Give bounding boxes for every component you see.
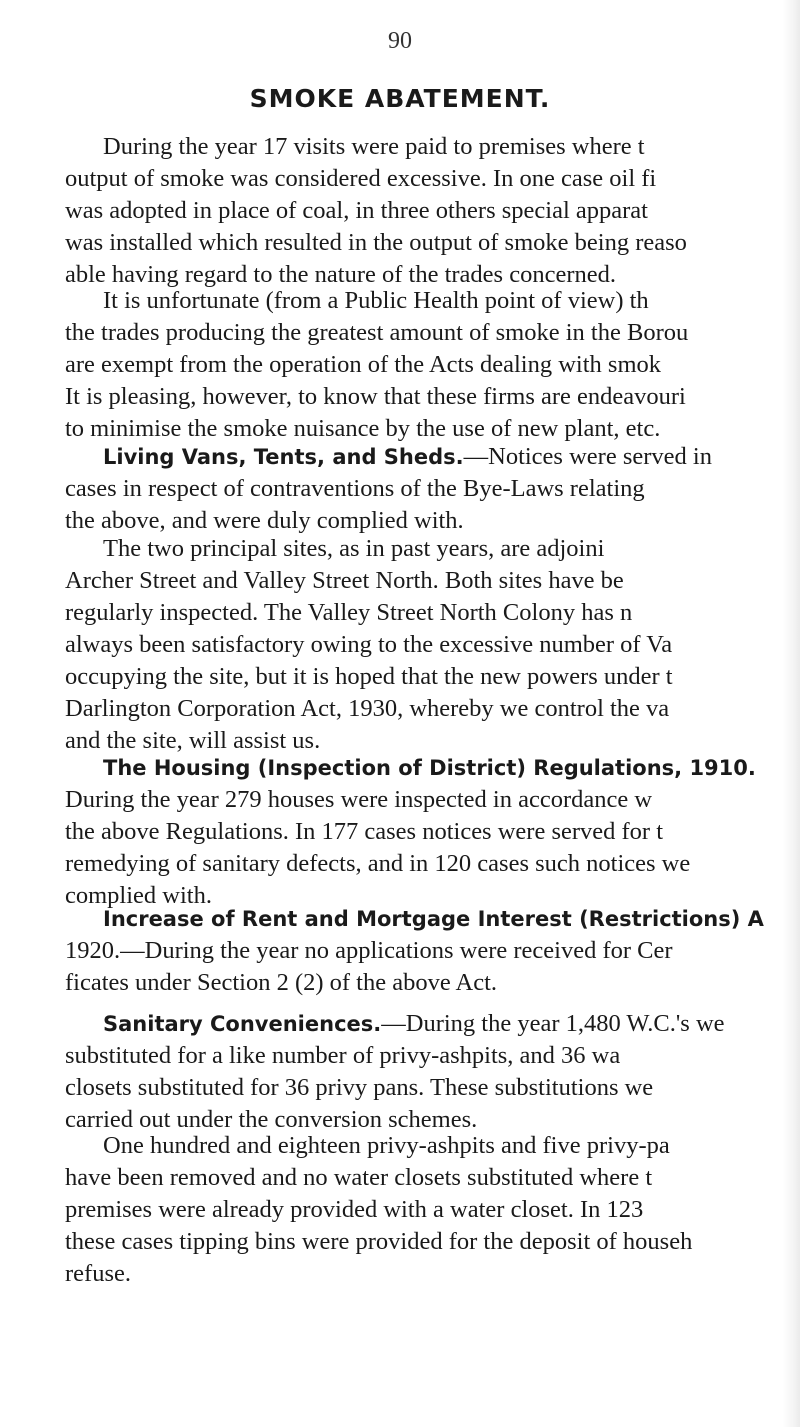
text-line: It is pleasing, however, to know that these firms are endeavouri xyxy=(65,383,686,410)
text-line: 1920.—During the year no applications were received for Cer xyxy=(65,937,673,964)
paragraph-sanitary-conveniences xyxy=(65,1008,800,1136)
text-line: was installed which resulted in the output of smoke being reaso xyxy=(65,229,687,256)
text-line: always been satisfactory owing to the excessive number of Va xyxy=(65,631,673,658)
text-line: remedying of sanitary defects, and in 120 cases such notices we xyxy=(65,850,691,877)
text-line xyxy=(65,1008,800,1040)
text-line: the above Regulations. In 177 cases notices were served for t xyxy=(65,818,664,845)
text-line: cases in respect of contraventions of the Bye-Laws relating xyxy=(65,475,645,502)
text-run: —During the year 1,480 W.C.'s we xyxy=(381,1010,725,1037)
text-line: One hundred and eighteen privy-ashpits and five privy-pa xyxy=(103,1132,670,1159)
paragraph-smoke-visits xyxy=(65,131,800,291)
text-line: Darlington Corporation Act, 1930, whereby we control the va xyxy=(65,695,670,722)
text-line: regularly inspected. The Valley Street North Colony has n xyxy=(65,599,633,626)
text-line: refuse. xyxy=(65,1260,131,1287)
paragraph-privy-ashpits xyxy=(65,1130,800,1290)
text-line: Archer Street and Valley Street North. Both sites have be xyxy=(65,567,624,594)
text-line: the trades producing the greatest amount of smoke in the Borou xyxy=(65,319,689,346)
text-line xyxy=(65,903,800,935)
paragraph-rent-interest xyxy=(65,903,800,999)
text-line: ficates under Section 2 (2) of the above Act. xyxy=(65,969,498,996)
text-line: output of smoke was considered excessive. In one case oil fi xyxy=(65,165,657,192)
text-line: and the site, will assist us. xyxy=(65,727,321,754)
text-line: the above, and were duly complied with. xyxy=(65,507,464,534)
text-line: During the year 17 visits were paid to premises where t xyxy=(103,133,645,160)
text-line xyxy=(65,752,800,784)
text-line: premises were already provided with a water closet. In 123 xyxy=(65,1196,644,1223)
text-line: was adopted in place of coal, in three others special apparat xyxy=(65,197,648,224)
text-line: closets substituted for 36 privy pans. These substitutions we xyxy=(65,1074,654,1101)
text-line: During the year 279 houses were inspected in accordance w xyxy=(65,786,653,813)
text-line: able having regard to the nature of the trades concerned. xyxy=(65,261,616,288)
text-line: occupying the site, but it is hoped that the new powers under t xyxy=(65,663,673,690)
page-number: 90 xyxy=(388,28,412,54)
section-heading-housing: The Housing (Inspection of District) Regulations, 1910. xyxy=(103,756,756,780)
paragraph-living-vans xyxy=(65,441,800,537)
paragraph-principal-sites xyxy=(65,533,800,757)
section-heading-living-vans: Living Vans, Tents, and Sheds. xyxy=(103,445,464,469)
paragraph-housing-regulations xyxy=(65,752,800,912)
text-line: The two principal sites, as in past years, are adjoini xyxy=(103,535,605,562)
text-line: these cases tipping bins were provided for the deposit of househ xyxy=(65,1228,693,1255)
section-heading-rent: Increase of Rent and Mortgage Interest (Restrictions) A xyxy=(103,907,764,931)
paragraph-exempt-trades xyxy=(65,285,800,445)
text-line xyxy=(65,441,800,473)
text-line: complied with. xyxy=(65,882,212,909)
text-line: to minimise the smoke nuisance by the use of new plant, etc. xyxy=(65,415,661,442)
section-title: SMOKE ABATEMENT. xyxy=(249,84,551,113)
text-line: substituted for a like number of privy-ashpits, and 36 wa xyxy=(65,1042,621,1069)
text-line: are exempt from the operation of the Acts dealing with smok xyxy=(65,351,662,378)
text-line: carried out under the conversion schemes. xyxy=(65,1106,478,1133)
section-heading-sanitary: Sanitary Conveniences. xyxy=(103,1012,382,1036)
text-line: have been removed and no water closets substituted where t xyxy=(65,1164,653,1191)
text-line: It is unfortunate (from a Public Health point of view) th xyxy=(103,287,649,314)
page-edge-shadow xyxy=(782,0,800,1427)
text-run: —Notices were served in xyxy=(463,443,712,470)
